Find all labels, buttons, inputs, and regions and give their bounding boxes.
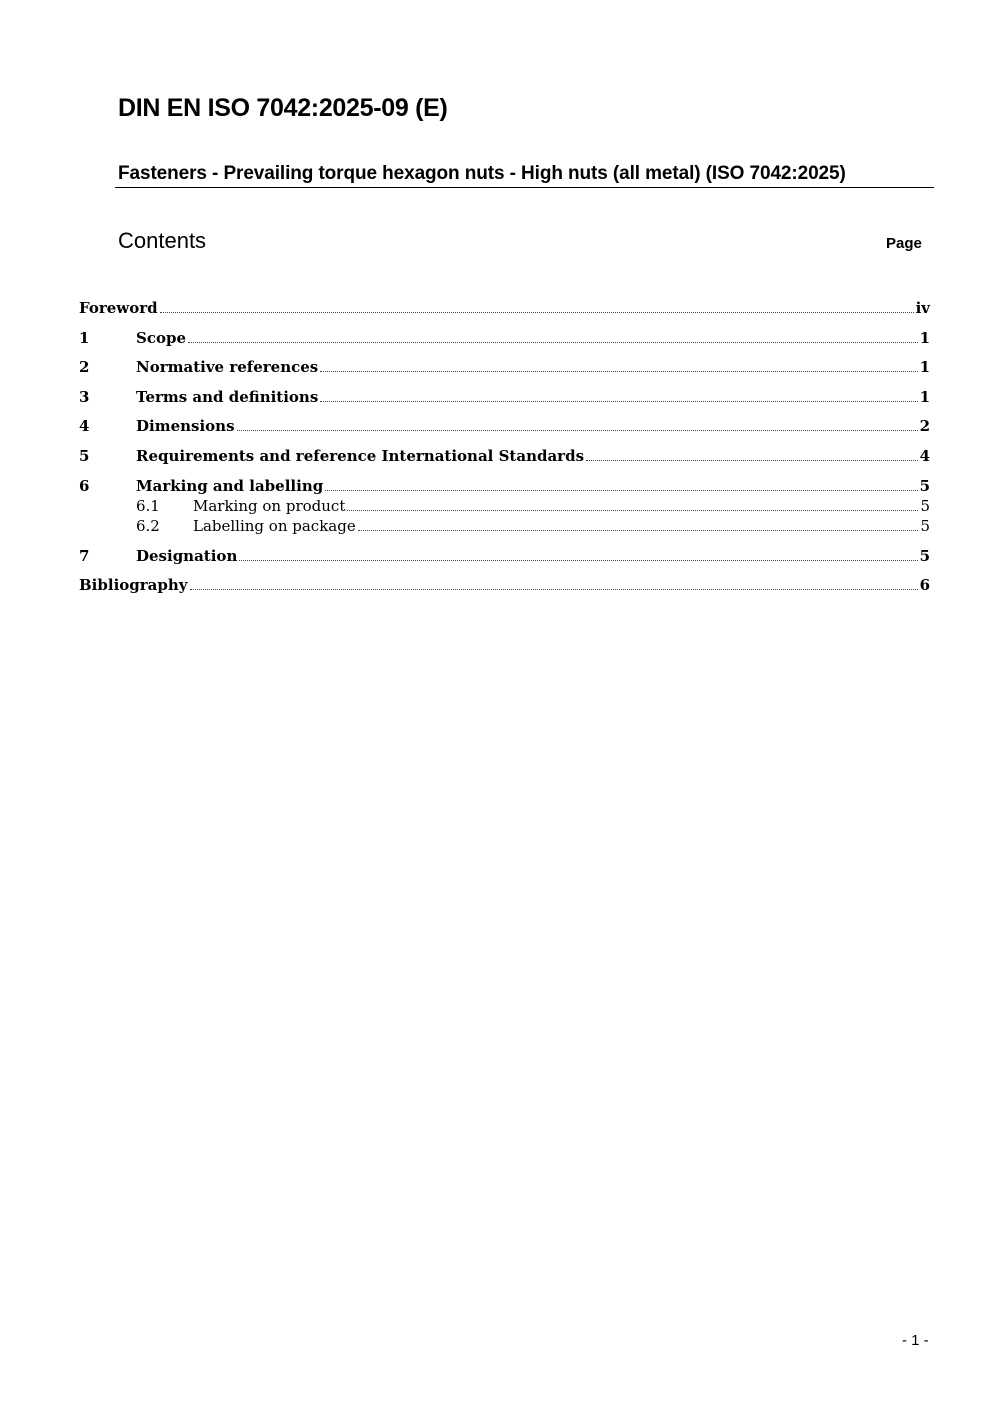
toc-entry-label: Scope — [136, 329, 187, 347]
toc-entry-label: Normative references — [136, 358, 319, 376]
toc-leader-dots — [347, 510, 918, 511]
page-column-heading: Page — [886, 235, 922, 252]
toc-entry-label: Labelling on package — [193, 517, 356, 535]
toc-leader-dots — [586, 460, 918, 461]
toc-entry-marking-on-product[interactable] — [136, 493, 930, 515]
toc-entry-label: Requirements and reference International Standards — [136, 447, 585, 465]
toc-entry-label: Marking and labelling — [136, 477, 324, 495]
page-number: - 1 - — [902, 1332, 929, 1349]
toc-leader-dots — [160, 312, 914, 313]
title-divider — [115, 187, 934, 188]
toc-entry-bibliography[interactable] — [79, 572, 930, 594]
toc-entry-number: 1 — [79, 329, 90, 347]
toc-leader-dots — [320, 401, 917, 402]
toc-entry-marking-and-labelling[interactable] — [79, 473, 930, 495]
toc-entry-scope[interactable] — [79, 325, 930, 347]
toc-entry-number: 7 — [79, 547, 90, 565]
toc-entry-page: 5 — [919, 547, 930, 565]
toc-leader-dots — [188, 342, 918, 343]
toc-entry-label: Designation — [136, 547, 238, 565]
toc-entry-page: 5 — [920, 497, 930, 515]
toc-entry-label: Terms and definitions — [136, 388, 319, 406]
toc-entry-page: 1 — [919, 358, 930, 376]
toc-entry-number: 3 — [79, 388, 90, 406]
toc-entry-designation[interactable] — [79, 543, 930, 565]
toc-entry-terms-and-definitions[interactable] — [79, 384, 930, 406]
toc-entry-page: 4 — [919, 447, 930, 465]
toc-leader-dots — [358, 530, 919, 531]
toc-entry-page: 5 — [920, 517, 930, 535]
toc-entry-number: 4 — [79, 417, 90, 435]
toc-leader-dots — [237, 430, 918, 431]
toc-entry-dimensions[interactable] — [79, 413, 930, 435]
toc-entry-page: 5 — [919, 477, 930, 495]
toc-entry-label: Foreword — [79, 299, 158, 317]
toc-entry-number: 6.1 — [136, 497, 160, 515]
toc-entry-page: 6 — [919, 576, 930, 594]
toc-entry-label: Dimensions — [136, 417, 235, 435]
toc-leader-dots — [320, 371, 917, 372]
document-id: DIN EN ISO 7042:2025-09 (E) — [118, 94, 448, 122]
toc-entry-number: 2 — [79, 358, 90, 376]
toc-entry-number: 5 — [79, 447, 90, 465]
toc-entry-foreword[interactable] — [79, 295, 930, 317]
toc-entry-labelling-on-package[interactable] — [136, 513, 930, 535]
toc-entry-label: Bibliography — [79, 576, 188, 594]
toc-entry-requirements[interactable] — [79, 443, 930, 465]
toc-entry-label: Marking on product — [193, 497, 346, 515]
toc-entry-page: iv — [915, 299, 930, 317]
toc-entry-number: 6.2 — [136, 517, 160, 535]
toc-entry-page: 1 — [919, 388, 930, 406]
toc-entry-page: 1 — [919, 329, 930, 347]
document-title: Fasteners - Prevailing torque hexagon nuts - High nuts (all metal) (ISO 7042:2025) — [118, 163, 846, 184]
toc-leader-dots — [325, 490, 917, 491]
toc-leader-dots — [190, 589, 918, 590]
toc-entry-number: 6 — [79, 477, 90, 495]
toc-entry-normative-references[interactable] — [79, 354, 930, 376]
toc-entry-page: 2 — [919, 417, 930, 435]
contents-heading: Contents — [118, 228, 207, 253]
toc-leader-dots — [239, 560, 917, 561]
